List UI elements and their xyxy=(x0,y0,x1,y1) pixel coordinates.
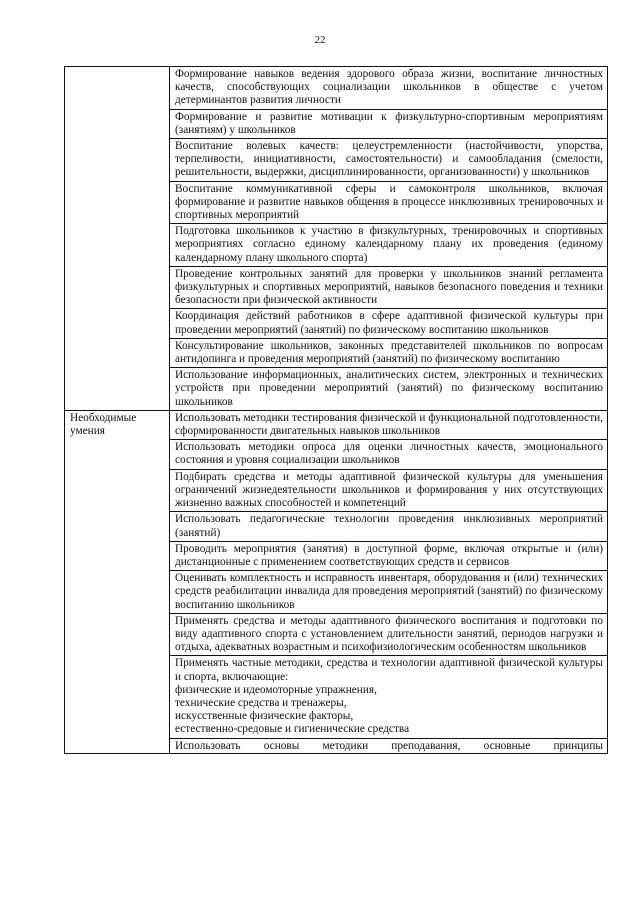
table-cell: Подготовка школьников к участию в физкультурных, тренировочных и спортивных мероприятиях согласно единому календарному плану их проведения (единому календарному плану школьного спорта) xyxy=(170,224,608,267)
table-cell: Использование информационных, аналитических систем, электронных и технических устройств при проведении мероприятий (занятий) по физическому воспитанию школьников xyxy=(170,368,608,411)
table-cell: Координация действий работников в сфере адаптивной физической культуры при проведении мероприятий (занятий) по физическому воспитанию школьников xyxy=(170,309,608,338)
table-cell: Использовать методики тестирования физической и функциональной подготовленности, сформированности двигательных навыков школьников xyxy=(170,410,608,439)
table-cell: Применять средства и методы адаптивного физического воспитания и подготовки по виду адаптивного спорта с установлением длительности занятий, периодов нагрузки и отдыха, адекватных возрастным и психофизиологическим особенностям школьников xyxy=(170,613,608,656)
list-line: физические и идеомоторные упражнения, xyxy=(175,683,377,696)
row-label-skills: Необходимые умения xyxy=(65,410,170,753)
table-cell: Формирование навыков ведения здорового образа жизни, воспитание личностных качеств, способствующих социализации школьников в обществе с учетом детерминантов развития личности xyxy=(170,67,608,110)
list-line: технические средства и тренажеры, xyxy=(175,696,347,709)
row-label-empty xyxy=(65,67,170,411)
table-cell: Подбирать средства и методы адаптивной физической культуры для уменьшения ограничений жизнедеятельности школьников и формирования у них отсутствующих жизненно важных способностей и компетенций xyxy=(170,469,608,512)
table-cell: Проводить мероприятия (занятия) в доступной форме, включая открытые и (или) дистанционные с применением соответствующих средств и сервисов xyxy=(170,541,608,570)
list-line: естественно-средовые и гигиенические средства xyxy=(175,723,410,736)
table-row xyxy=(65,67,608,110)
table-cell: Воспитание волевых качеств: целеустремленности (настойчивости, упорства, терпеливости, инициативности, самостоятельности) и самообладания (смелости, решительности, выдержки, дисциплинированности, организованности) у школьников xyxy=(170,139,608,182)
page-number: 22 xyxy=(314,34,326,46)
table-cell-cut xyxy=(170,738,608,753)
table-cell-list xyxy=(170,656,608,738)
table-cell: Воспитание коммуникативной сферы и самоконтроля школьников, включая формирование и развитие навыков общения в процессе инклюзивных тренировочных и спортивных мероприятий xyxy=(170,181,608,224)
cut-text: Использовать основы методики преподавания, основные принципы xyxy=(175,739,603,752)
table-cell: Консультирование школьников, законных представителей школьников по вопросам антидопинга и проведения мероприятий (занятий) по физическому воспитанию xyxy=(170,338,608,367)
table-cell: Использовать методики опроса для оценки личностных качеств, эмоционального состояния и уровня социализации школьников xyxy=(170,440,608,469)
table-cell: Оценивать комплектность и исправность инвентаря, оборудования и (или) технических средств реабилитации инвалида для проведения мероприятий (занятий) по физическому воспитанию школьников xyxy=(170,571,608,614)
table-cell: Формирование и развитие мотивации к физкультурно-спортивным мероприятиям (занятиям) у школьников xyxy=(170,109,608,138)
competency-table xyxy=(64,66,608,754)
table-cell: Проведение контрольных занятий для проверки у школьников знаний регламента физкультурных и спортивных мероприятий, навыков безопасного поведения и техники безопасности при физической активности xyxy=(170,266,608,309)
list-line: искусственные физические факторы, xyxy=(175,710,354,723)
table-row xyxy=(65,410,608,439)
table-cell: Использовать педагогические технологии проведения инклюзивных мероприятий (занятий) xyxy=(170,512,608,541)
list-intro: Применять частные методики, средства и технологии адаптивной физической культуры и спорта, включающие: xyxy=(175,657,603,683)
